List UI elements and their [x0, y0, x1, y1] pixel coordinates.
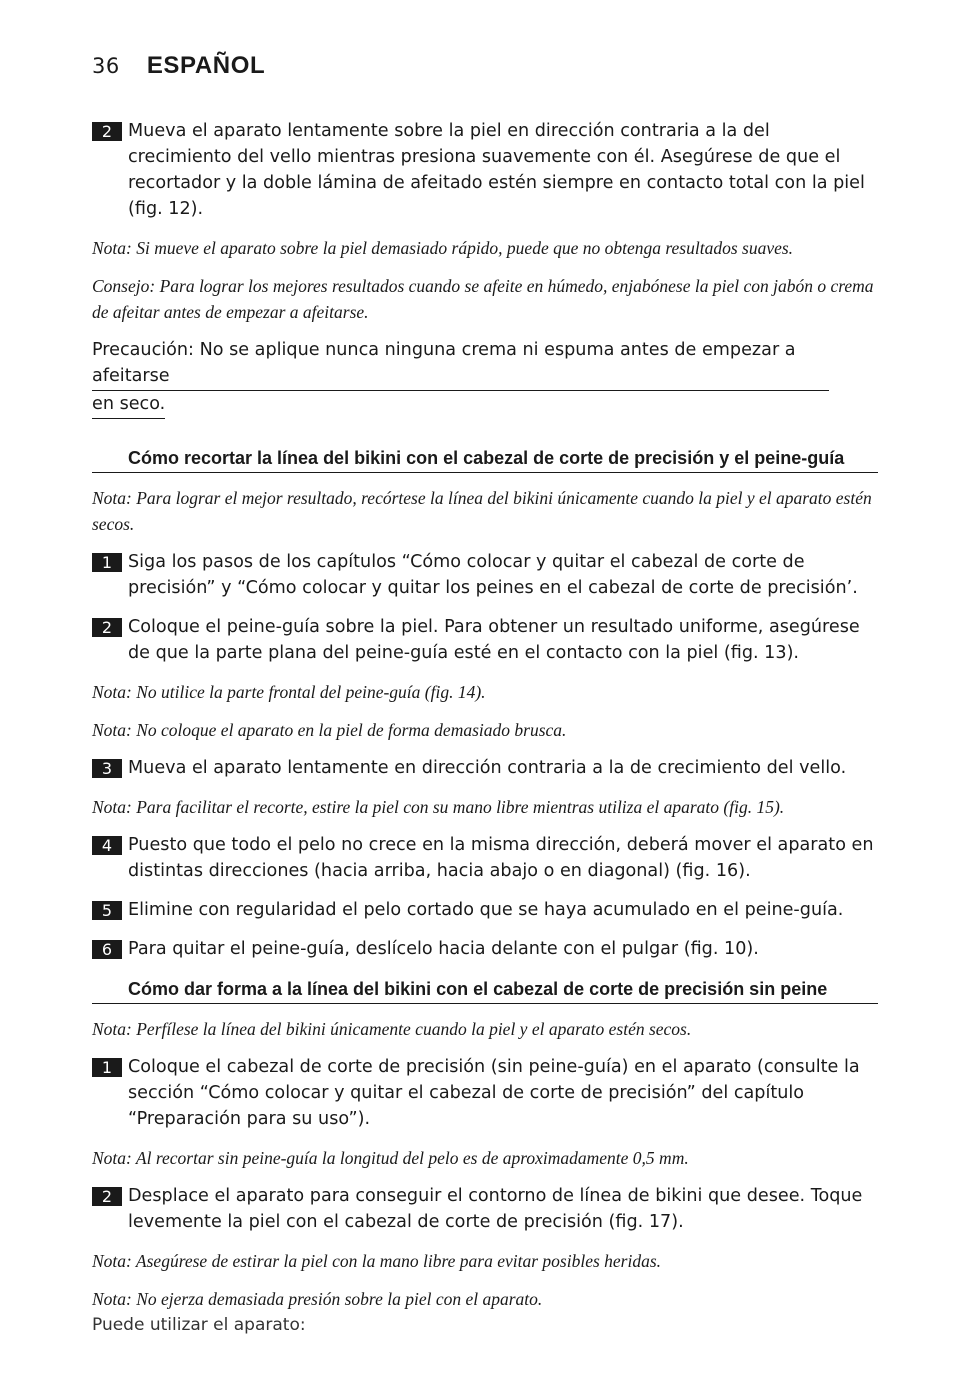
note-text: Nota: No utilice la parte frontal del peine-guía (fig. 14). [92, 682, 486, 702]
step-number-badge: 2 [92, 1187, 122, 1206]
step-text: Coloque el peine-guía sobre la piel. Para obtener un resultado uniforme, asegúrese de que la parte plana del peine-guía esté en el contacto con la piel (fig. 13). [128, 617, 860, 663]
note-text: Nota: Asegúrese de estirar la piel con la mano libre para evitar posibles heridas. [92, 1251, 662, 1271]
trailing-text: Puede utilizar el aparato: [92, 1315, 306, 1335]
step-number-badge: 2 [92, 618, 122, 637]
page-number: 36 [92, 54, 120, 78]
step-text: Desplace el aparato para conseguir el contorno de línea de bikini que desee. Toque levemente la piel con el cabezal de corte de precisión (fig. 17). [128, 1186, 863, 1232]
step-number-badge: 1 [92, 1058, 122, 1077]
step-number-badge: 1 [92, 553, 122, 572]
section-heading: Cómo dar forma a la línea del bikini con el cabezal de corte de precisión sin peine [92, 976, 878, 1004]
step-text: Elimine con regularidad el pelo cortado que se haya acumulado en el peine-guía. [128, 900, 844, 920]
step-item [92, 549, 878, 601]
step-number-badge: 4 [92, 836, 122, 855]
caution-text [92, 337, 878, 419]
note-text: Nota: Para lograr el mejor resultado, recórtese la línea del bikini únicamente cuando la piel y el aparato estén secos. [92, 488, 872, 534]
step-item [92, 897, 878, 923]
step-text: Mueva el aparato lentamente en dirección contraria a la de crecimiento del vello. [128, 758, 847, 778]
note-text: Nota: No ejerza demasiada presión sobre la piel con el aparato. [92, 1289, 543, 1309]
page-content [92, 118, 878, 1338]
step-number-badge: 3 [92, 759, 122, 778]
note-text: Nota: Para facilitar el recorte, estire la piel con su mano libre mientras utiliza el aparato (fig. 15). [92, 797, 785, 817]
caution-line-2: en seco. [92, 391, 165, 419]
step-item [92, 936, 878, 962]
step-item [92, 118, 878, 222]
tip-text: Consejo: Para lograr los mejores resultados cuando se afeite en húmedo, enjabónese la piel con jabón o crema de afeitar antes de empezar a afeitarse. [92, 276, 874, 322]
step-text: Para quitar el peine-guía, deslícelo hacia delante con el pulgar (fig. 10). [128, 939, 759, 959]
page-header [92, 52, 265, 80]
step-item [92, 832, 878, 884]
note-text: Nota: Perfílese la línea del bikini únicamente cuando la piel y el aparato estén secos. [92, 1019, 692, 1039]
note-text: Nota: No coloque el aparato en la piel de forma demasiado brusca. [92, 720, 567, 740]
step-number-badge: 2 [92, 122, 122, 141]
step-text: Puesto que todo el pelo no crece en la misma dirección, deberá mover el aparato en distintas direcciones (hacia arriba, hacia abajo o en diagonal) (fig. 16). [128, 835, 874, 881]
page-language-title: ESPAÑOL [146, 52, 266, 79]
step-item [92, 614, 878, 666]
step-number-badge: 5 [92, 901, 122, 920]
step-number-badge: 6 [92, 940, 122, 959]
step-item [92, 755, 878, 781]
step-text: Siga los pasos de los capítulos “Cómo colocar y quitar el cabezal de corte de precisión” y “Cómo colocar y quitar los peines en el cabezal de corte de precisión’. [128, 552, 858, 598]
step-text: Mueva el aparato lentamente sobre la piel en dirección contraria a la del crecimiento del vello mientras presiona suavemente con él. Asegúrese de que el recortador y la doble lámina de afeitado estén siempre en contacto total con la piel (fig. 12). [128, 121, 865, 219]
note-text: Nota: Al recortar sin peine-guía la longitud del pelo es de aproximadamente 0,5 mm. [92, 1148, 689, 1168]
section-heading: Cómo recortar la línea del bikini con el cabezal de corte de precisión y el peine-guía [92, 445, 878, 473]
step-item [92, 1183, 878, 1235]
note-text: Nota: Si mueve el aparato sobre la piel demasiado rápido, puede que no obtenga resultados suaves. [92, 238, 794, 258]
step-text: Coloque el cabezal de corte de precisión (sin peine-guía) en el aparato (consulte la sección “Cómo colocar y quitar el cabezal de corte de precisión” del capítulo “Preparación para su uso”). [128, 1057, 860, 1129]
caution-line-1: Precaución: No se aplique nunca ninguna crema ni espuma antes de empezar a afeitarse [92, 337, 829, 391]
step-item [92, 1054, 878, 1132]
